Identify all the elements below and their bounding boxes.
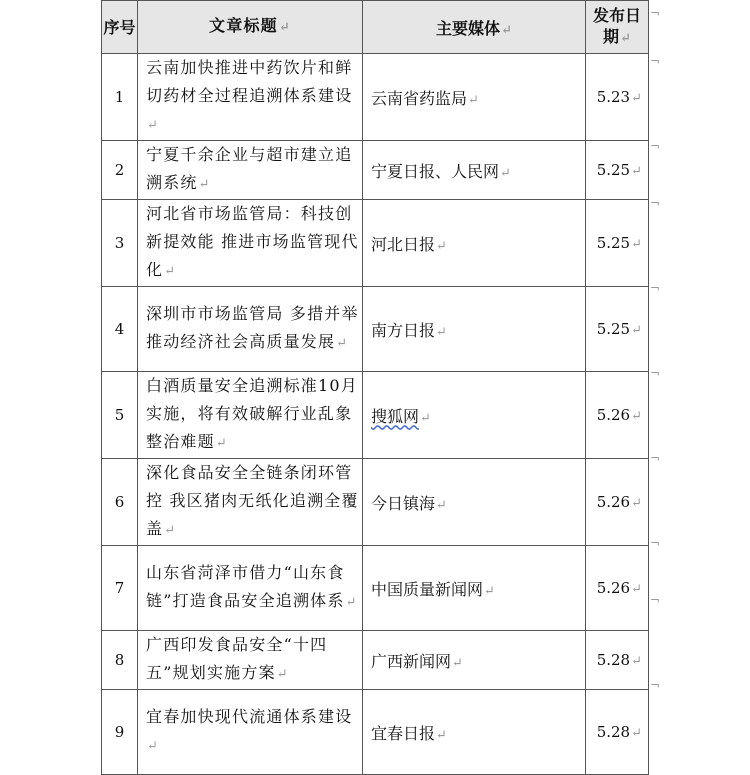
paragraph-mark: ↵ — [276, 667, 289, 682]
cell-title — [138, 141, 363, 200]
row-media: 南方日报 — [371, 320, 436, 340]
paragraph-mark: ↵ — [631, 91, 642, 106]
row-date: 5.25 — [596, 234, 631, 252]
table-header-row — [102, 1, 649, 54]
row-date: 5.25 — [596, 320, 631, 338]
row-title: 深圳市市场监管局 多措并举推动经济社会高质量发展 — [146, 304, 359, 351]
paragraph-mark: ↵ — [436, 727, 447, 743]
cell-media — [363, 690, 586, 775]
row-media: 今日镇海 — [371, 493, 436, 513]
row-no: 1 — [114, 88, 125, 106]
cell-media — [363, 287, 586, 372]
table-row — [102, 631, 649, 690]
cell-no — [102, 546, 138, 631]
cell-no — [102, 54, 138, 141]
row-date: 5.26 — [596, 579, 631, 597]
row-no: 3 — [114, 234, 125, 252]
cell-title — [138, 372, 363, 459]
header-media — [363, 1, 586, 54]
row-end-mark: ¬ — [649, 196, 660, 210]
paragraph-mark: ↵ — [147, 118, 160, 133]
row-media: 搜狐网 — [371, 406, 420, 426]
cell-date — [586, 54, 649, 141]
row-date: 5.28 — [596, 723, 631, 741]
row-no: 7 — [114, 579, 125, 597]
row-title: 宜春加快现代流通体系建设 — [146, 707, 353, 726]
paragraph-mark: ↵ — [147, 739, 160, 754]
row-no: 2 — [114, 161, 125, 179]
cell-title — [138, 631, 363, 690]
cell-title — [138, 200, 363, 287]
cell-date — [586, 546, 649, 631]
paragraph-mark: ↵ — [336, 336, 349, 351]
paragraph-mark: ↵ — [501, 22, 512, 38]
row-end-mark: ¬ — [649, 54, 660, 68]
table-row — [102, 141, 649, 200]
paragraph-mark: ↵ — [631, 654, 642, 669]
header-no — [102, 1, 138, 54]
cell-title — [138, 459, 363, 546]
cell-date — [586, 459, 649, 546]
paragraph-mark: ↵ — [345, 595, 358, 610]
cell-date — [586, 631, 649, 690]
cell-no — [102, 372, 138, 459]
header-title — [138, 1, 363, 54]
media-coverage-table — [101, 0, 649, 775]
row-end-mark: ¬ — [649, 366, 660, 380]
cell-media — [363, 372, 586, 459]
cell-date — [586, 287, 649, 372]
row-end-mark: ¬ — [649, 281, 660, 295]
cell-date — [586, 141, 649, 200]
row-media: 宁夏日报、人民网 — [371, 161, 500, 181]
paragraph-mark: ↵ — [620, 31, 631, 46]
row-title: 云南加快推进中药饮片和鲜切药材全过程追溯体系建设 — [146, 58, 353, 105]
paragraph-mark: ↵ — [500, 165, 511, 181]
table-row — [102, 459, 649, 546]
row-date: 5.26 — [596, 493, 631, 511]
cell-no — [102, 287, 138, 372]
row-end-mark: ¬ — [649, 6, 660, 20]
paragraph-mark: ↵ — [420, 410, 431, 426]
row-date: 5.25 — [596, 161, 631, 179]
row-end-mark: ¬ — [649, 536, 660, 550]
paragraph-mark: ↵ — [198, 177, 211, 192]
cell-title — [138, 546, 363, 631]
row-title: 广西印发食品安全“十四五”规划实施方案 — [146, 635, 328, 682]
row-end-mark: ¬ — [649, 593, 660, 607]
paragraph-mark: ↵ — [468, 92, 479, 108]
paragraph-mark: ↵ — [631, 582, 642, 597]
table-row — [102, 372, 649, 459]
cell-media — [363, 54, 586, 141]
row-no: 6 — [114, 493, 125, 511]
row-date: 5.26 — [596, 406, 631, 424]
header-date-text: 发布日期 — [592, 6, 641, 46]
row-no: 8 — [114, 651, 125, 669]
paragraph-mark: ↵ — [436, 324, 447, 340]
table-row — [102, 287, 649, 372]
paragraph-mark: ↵ — [164, 264, 177, 279]
row-title: 白酒质量安全追溯标准10月实施，将有效破解行业乱象整治难题 — [146, 376, 358, 451]
cell-media — [363, 200, 586, 287]
row-media: 河北日报 — [371, 234, 436, 254]
cell-media — [363, 141, 586, 200]
row-title: 宁夏千余企业与超市建立追溯系统 — [146, 145, 353, 192]
cell-no — [102, 141, 138, 200]
paragraph-mark: ↵ — [484, 583, 495, 599]
paragraph-mark: ↵ — [164, 523, 177, 538]
row-media: 宜春日报 — [371, 723, 436, 743]
table-row — [102, 54, 649, 141]
row-date: 5.23 — [596, 88, 631, 106]
cell-date — [586, 200, 649, 287]
paragraph-mark: ↵ — [452, 655, 463, 671]
row-title: 深化食品安全全链条闭环管控 我区猪肉无纸化追溯全覆盖 — [146, 463, 359, 538]
row-media: 中国质量新闻网 — [371, 579, 484, 599]
row-end-mark: ¬ — [649, 451, 660, 465]
row-date: 5.28 — [596, 651, 631, 669]
table-row — [102, 546, 649, 631]
paragraph-mark: ↵ — [436, 497, 447, 513]
paragraph-mark: ↵ — [278, 20, 291, 35]
header-media-text: 主要媒体 — [436, 18, 501, 38]
paragraph-mark: ↵ — [631, 237, 642, 252]
cell-date — [586, 372, 649, 459]
paragraph-mark: ↵ — [631, 323, 642, 338]
cell-date — [586, 690, 649, 775]
cell-no — [102, 690, 138, 775]
row-title: 山东省菏泽市借力“山东食链”打造食品安全追溯体系 — [146, 563, 345, 610]
row-no: 4 — [114, 320, 125, 338]
paragraph-mark: ↵ — [436, 238, 447, 254]
table-row — [102, 690, 649, 775]
row-title: 河北省市场监管局：科技创新提效能 推进市场监管现代化 — [146, 204, 359, 279]
row-end-mark: ¬ — [649, 678, 660, 692]
paragraph-mark: ↵ — [215, 436, 228, 451]
header-title-text: 文章标题 — [209, 16, 278, 35]
cell-title — [138, 690, 363, 775]
row-no: 5 — [114, 406, 125, 424]
paragraph-mark: ↵ — [631, 164, 642, 179]
cell-media — [363, 631, 586, 690]
row-media: 广西新闻网 — [371, 651, 452, 671]
header-date — [586, 1, 649, 54]
cell-title — [138, 54, 363, 141]
cell-title — [138, 287, 363, 372]
row-end-mark: ¬ — [649, 139, 660, 153]
cell-media — [363, 459, 586, 546]
row-no: 9 — [114, 723, 125, 741]
cell-no — [102, 631, 138, 690]
cell-no — [102, 459, 138, 546]
header-no-text: 序号 — [103, 17, 136, 37]
paragraph-mark: ↵ — [631, 496, 642, 511]
paragraph-mark: ↵ — [631, 726, 642, 741]
cell-no — [102, 200, 138, 287]
row-media: 云南省药监局 — [371, 88, 468, 108]
table-row — [102, 200, 649, 287]
cell-media — [363, 546, 586, 631]
paragraph-mark: ↵ — [631, 409, 642, 424]
